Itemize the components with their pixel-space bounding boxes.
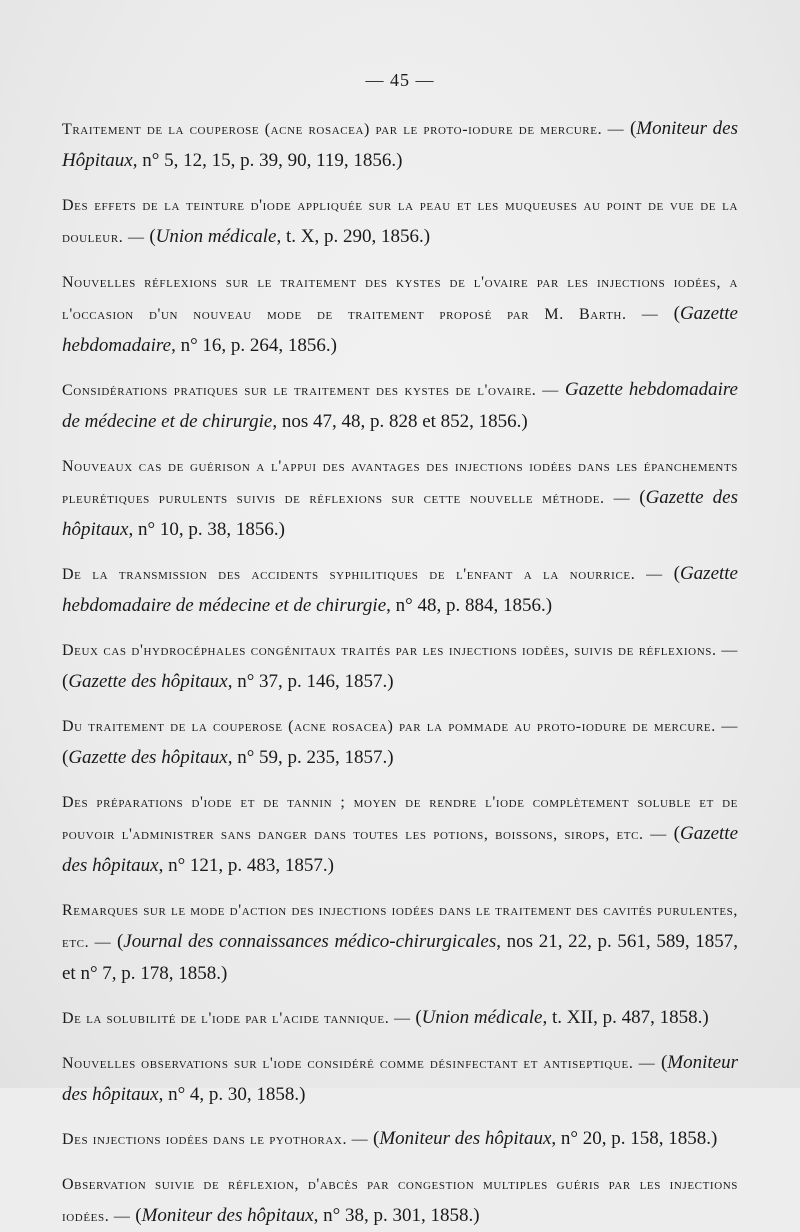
entry-title: Des injections iodées dans le pyothorax. — [62, 1131, 369, 1148]
reference-open-paren: ( [149, 226, 156, 247]
journal-name: Gazette des hôpitaux [62, 487, 738, 540]
bibliography-entry [62, 1047, 738, 1110]
entry-reference [149, 226, 430, 247]
bibliography-entry [62, 374, 738, 437]
journal-name: Moniteur des hôpitaux [141, 1205, 314, 1226]
reference-details: , n° 16, p. 264, 1856.) [171, 335, 337, 356]
entry-reference [415, 1007, 708, 1028]
entry-title: Nouvelles observations sur l'iode considéré comme désinfectant et antiseptique. — [62, 1055, 656, 1072]
reference-details: , n° 20, p. 158, 1858.) [551, 1128, 718, 1149]
bibliography-entry [62, 634, 738, 697]
reference-open-paren: ( [660, 1052, 668, 1073]
entry-title: Deux cas d'hydrocéphales congénitaux traités par les injections iodées, suivis de réflexions. — [62, 642, 738, 659]
entry-title: Remarques sur le mode d'action des injections iodées dans le traitement des cavités purulentes, etc. — [62, 902, 738, 951]
entry-title: Traitement de la couperose (acne rosacea) par le proto-iodure de mercure. — [62, 121, 625, 138]
entry-title: Nouvelles réflexions sur le traitement des kystes de l'ovaire par les injections iodées, a l'occasion d'un nouveau mode de traitement proposé par M. Barth. — [62, 274, 738, 323]
entry-reference [135, 1205, 479, 1226]
reference-details: , n° 5, 12, 15, p. 39, 90, 119, 1856.) [132, 150, 403, 171]
journal-name: Gazette des hôpitaux [62, 823, 739, 876]
reference-open-paren: ( [629, 118, 637, 139]
bibliography-entry [62, 450, 738, 545]
entry-reference [62, 747, 394, 768]
reference-details: , n° 10, p. 38, 1856.) [128, 519, 285, 540]
entry-reference [62, 671, 394, 692]
bibliography-entry [62, 1002, 738, 1034]
reference-open-paren: ( [62, 671, 69, 692]
entry-reference [62, 931, 738, 984]
reference-details: , nos 21, 22, p. 561, 589, 1857, et n° 7, p. 178, 1858.) [62, 931, 738, 984]
reference-open-paren: ( [673, 563, 680, 584]
bibliography-entry [62, 189, 738, 253]
reference-details: , t. X, p. 290, 1856.) [276, 226, 431, 247]
entry-title: Nouveaux cas de guérison a l'appui des avantages des injections iodées dans les épanchements pleurétiques purulents suivis de réflexions sur cette nouvelle méthode. — [62, 458, 738, 507]
bibliography-entry [62, 113, 738, 176]
entry-title: Du traitement de la couperose (acne rosacea) par la pommade au proto-iodure de mercure. — [62, 718, 738, 735]
entry-title: Des effets de la teinture d'iode appliquée sur la peau et les muqueuses au point de vue de la douleur. — [62, 197, 738, 246]
bibliography-entry [62, 1168, 738, 1232]
journal-name: Gazette des hôpitaux [68, 747, 228, 768]
entry-title: De la transmission des accidents syphilitiques de l'enfant a la nourrice. — [62, 566, 663, 583]
reference-open-paren: ( [135, 1205, 142, 1226]
journal-name: Gazette hebdomadaire de médecine et de chirurgie [62, 379, 738, 432]
reference-details: , n° 38, p. 301, 1858.) [313, 1205, 480, 1226]
reference-details: , n° 121, p. 483, 1857.) [158, 855, 335, 876]
journal-name: Union médicale [421, 1007, 543, 1028]
reference-details: , t. XII, p. 487, 1858.) [542, 1007, 709, 1028]
bibliography-entry [62, 558, 738, 621]
reference-open-paren: ( [415, 1007, 422, 1028]
journal-name: Union médicale [155, 226, 277, 247]
entry-reference [373, 1128, 717, 1149]
page-number: — 45 — [365, 70, 435, 90]
reference-details: , n° 59, p. 235, 1857.) [227, 747, 394, 768]
journal-name: Moniteur des hôpitaux [62, 1052, 738, 1105]
journal-name: Gazette hebdomadaire de médecine et de chirurgie [62, 563, 738, 616]
bibliography-entry [62, 786, 738, 881]
bibliography-entry [62, 266, 738, 361]
reference-open-paren: ( [62, 747, 69, 768]
reference-details: , n° 48, p. 884, 1856.) [386, 595, 553, 616]
bibliography-entry [62, 710, 738, 773]
entry-title: Considérations pratiques sur le traitement des kystes de l'ovaire. — [62, 382, 559, 399]
reference-open-paren: ( [373, 1128, 380, 1149]
bibliography-list [62, 113, 738, 1232]
reference-details: , n° 4, p. 30, 1858.) [158, 1084, 306, 1105]
journal-name: Gazette des hôpitaux [68, 671, 228, 692]
entry-title: Des préparations d'iode et de tannin ; moyen de rendre l'iode complètement soluble et de pouvoir l'administrer sans danger dans toutes les potions, boissons, sirops, etc. — [62, 794, 738, 843]
reference-details: , n° 37, p. 146, 1857.) [227, 671, 394, 692]
journal-name: Moniteur des hôpitaux [379, 1128, 552, 1149]
entry-title: De la solubilité de l'iode par l'acide tannique. — [62, 1010, 411, 1027]
reference-open-paren: ( [673, 823, 680, 844]
entry-title: Observation suivie de réflexion, d'abcès par congestion multiples guéris par les injections iodées. — [62, 1176, 738, 1225]
reference-open-paren: ( [639, 487, 646, 508]
journal-name: Moniteur des Hôpitaux [62, 118, 739, 171]
journal-name: Journal des connaissances médico-chirurgicales [123, 931, 497, 952]
reference-open-paren: ( [116, 931, 124, 952]
journal-name: Gazette hebdomadaire [62, 303, 738, 356]
reference-details: , nos 47, 48, p. 828 et 852, 1856.) [272, 411, 528, 432]
reference-open-paren: ( [673, 303, 680, 324]
bibliography-entry [62, 894, 738, 989]
bibliography-entry [62, 1123, 738, 1155]
